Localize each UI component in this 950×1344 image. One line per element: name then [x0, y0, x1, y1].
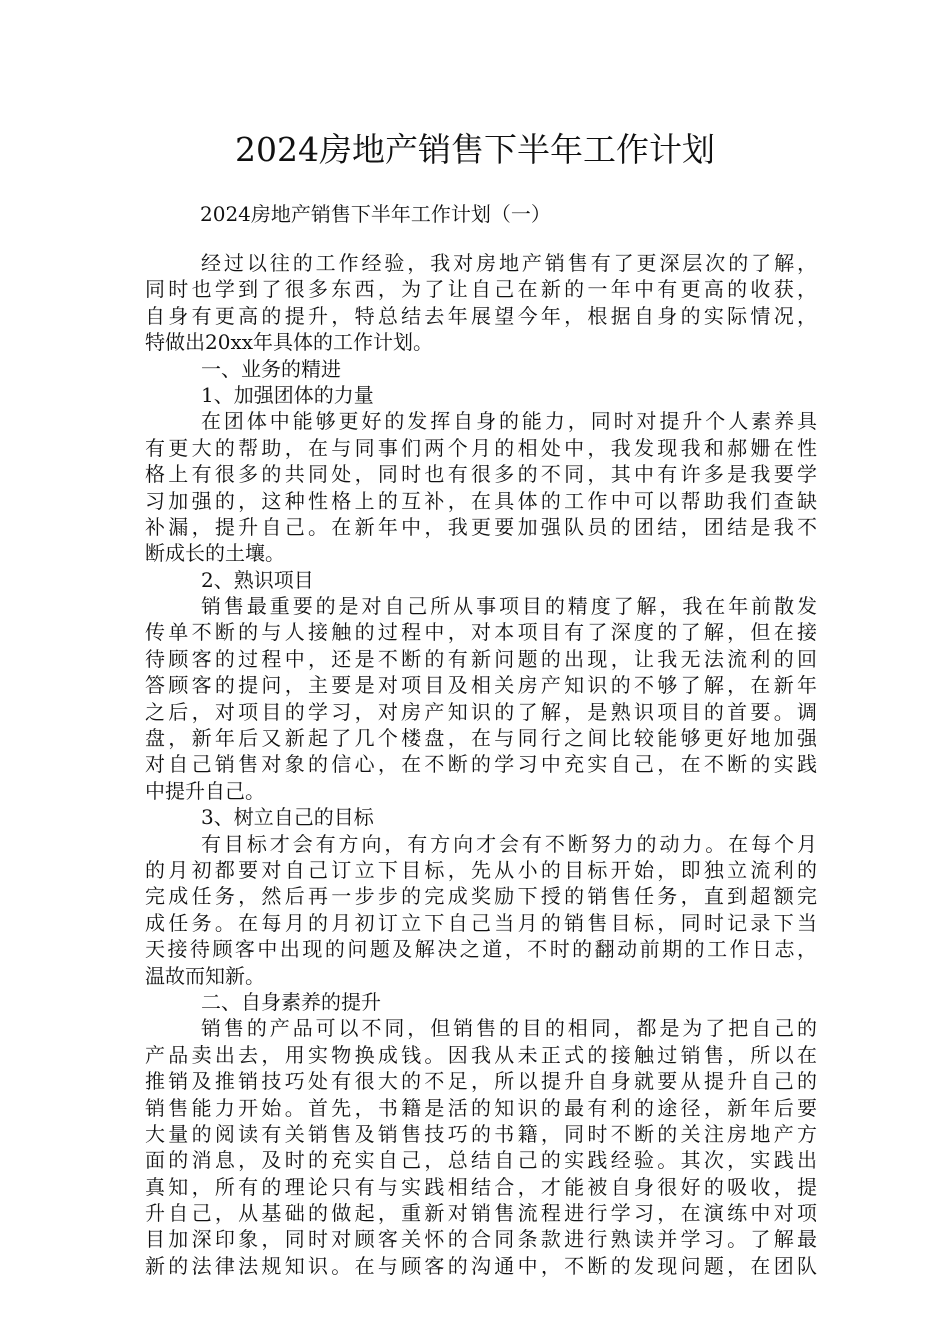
paragraph-line: 待顾客的过程中，还是不断的有新问题的出现，让我无法流利的回: [145, 646, 817, 671]
paragraph-line: 之后，对项目的学习，对房产知识的了解，是熟识项目的首要。调: [145, 699, 817, 724]
paragraph-line: 大量的阅读有关销售及销售技巧的书籍，同时不断的关注房地产方: [145, 1121, 817, 1146]
paragraph-line: 传单不断的与人接触的过程中，对本项目有了深度的了解，但在接: [145, 620, 817, 645]
section-heading-line: 一、业务的精进: [201, 356, 341, 381]
paragraph-line: 习加强的，这种性格上的互补，在具体的工作中可以帮助我们查缺: [145, 488, 817, 513]
paragraph-line: 中提升自己。: [145, 778, 265, 803]
paragraph-line: 天接待顾客中出现的问题及解决之道，不时的翻动前期的工作日志，: [145, 937, 817, 962]
paragraph-line: 的月初都要对自己订立下目标，先从小的目标开始，即独立流利的: [145, 857, 817, 882]
paragraph-line: 在团体中能够更好的发挥自身的能力，同时对提升个人素养具: [201, 409, 817, 434]
paragraph-line: 销售最重要的是对自己所从事项目的精度了解，我在年前散发: [201, 594, 817, 619]
section-heading-line: 2、熟识项目: [201, 567, 314, 592]
section-heading-line: 1、加强团体的力量: [201, 382, 374, 407]
paragraph-line: 答顾客的提问，主要是对项目及相关房产知识的不够了解，在新年: [145, 673, 817, 698]
paragraph-line: 成任务。在每月的月初订立下自己当月的销售目标，同时记录下当: [145, 910, 817, 935]
paragraph-line: 补漏，提升自己。在新年中，我更要加强队员的团结，团结是我不: [145, 514, 817, 539]
paragraph-line: 推销及推销技巧处有很大的不足，所以提升自身就要从提升自己的: [145, 1069, 817, 1094]
paragraph-line: 同时也学到了很多东西，为了让自己在新的一年中有更高的收获，: [145, 277, 817, 302]
paragraph-line: 对自己销售对象的信心，在不断的学习中充实自己，在不断的实践: [145, 752, 817, 777]
paragraph-line: 新的法律法规知识。在与顾客的沟通中，不断的发现问题，在团队: [145, 1253, 817, 1278]
paragraph-line: 断成长的土壤。: [145, 541, 285, 566]
paragraph-line: 特做出20xx年具体的工作计划。: [145, 330, 434, 355]
document-title: 2024房地产销售下半年工作计划: [235, 130, 715, 169]
paragraph-line: 销售能力开始。首先，书籍是活的知识的最有利的途径，新年后要: [145, 1095, 817, 1120]
section-heading-line: 3、树立自己的目标: [201, 805, 374, 830]
paragraph-line: 经过以往的工作经验，我对房地产销售有了更深层次的了解，: [201, 251, 817, 275]
document-subtitle: 2024房地产销售下半年工作计划（一）: [200, 202, 551, 226]
paragraph-line: 有更大的帮助，在与同事们两个月的相处中，我发现我和郝姗在性: [145, 435, 817, 460]
paragraph-line: 有目标才会有方向，有方向才会有不断努力的动力。在每个月: [201, 831, 817, 856]
paragraph-line: 目加深印象，同时对顾客关怀的合同条款进行熟读并学习。了解最: [145, 1227, 817, 1252]
paragraph-line: 真知，所有的理论只有与实践相结合，才能被自身很好的吸收，提: [145, 1174, 817, 1199]
section-heading-line: 二、自身素养的提升: [201, 989, 381, 1014]
paragraph-line: 面的消息，及时的充实自己，总结自己的实践经验。其次，实践出: [145, 1148, 817, 1173]
paragraph-line: 格上有很多的共同处，同时也有很多的不同，其中有许多是我要学: [145, 462, 817, 487]
paragraph-line: 产品卖出去，用实物换成钱。因我从未正式的接触过销售，所以在: [145, 1042, 817, 1067]
document-body: [145, 250, 817, 1279]
paragraph-line: 自身有更高的提升，特总结去年展望今年，根据自身的实际情况，: [145, 303, 817, 328]
paragraph-line: 销售的产品可以不同，但销售的目的相同，都是为了把自己的: [201, 1016, 817, 1041]
paragraph-line: 温故而知新。: [145, 963, 265, 988]
paragraph-line: 完成任务，然后再一步步的完成奖励下授的销售任务，直到超额完: [145, 884, 817, 909]
paragraph-line: 升自己，从基础的做起，重新对销售流程进行学习，在演练中对项: [145, 1201, 817, 1226]
paragraph-line: 盘，新年后又新起了几个楼盘，在与同行之间比较能够更好地加强: [145, 726, 817, 751]
